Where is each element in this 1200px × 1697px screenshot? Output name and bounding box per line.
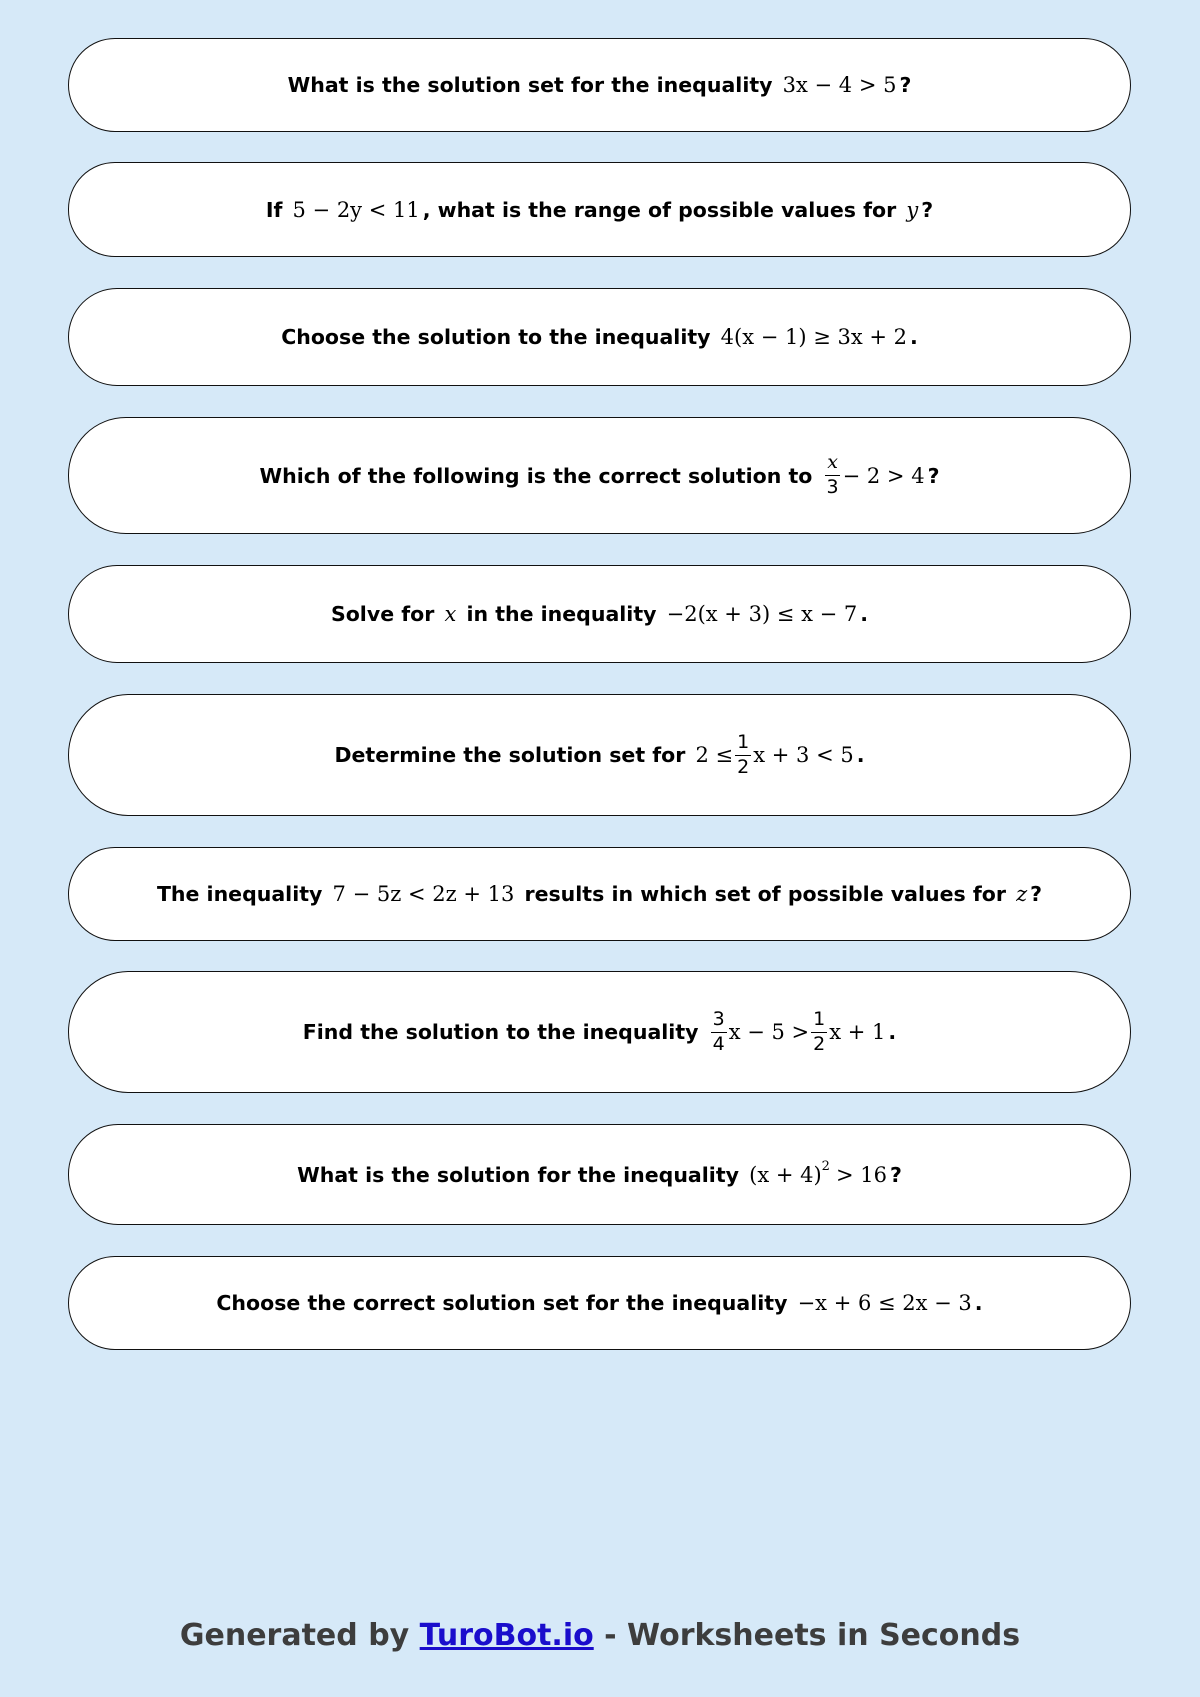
question-card [68, 1256, 1131, 1350]
math-expression: 7 − 5z < 2z + 13 [332, 882, 515, 906]
question-card [68, 38, 1131, 132]
math-rest: x + 3 < 5 [753, 743, 854, 767]
fraction-numerator: x [825, 453, 840, 476]
math-expression: 5 − 2y < 11 [292, 197, 420, 222]
question-prefix: Which of the following is the correct solution to [259, 463, 820, 488]
question-card [68, 971, 1131, 1093]
question-text [288, 73, 912, 97]
question-card [68, 1124, 1131, 1225]
question-text [334, 730, 865, 778]
footer-suffix: - Worksheets in Seconds [593, 1618, 1021, 1653]
math-expression: −x + 6 ≤ 2x − 3 [797, 1291, 972, 1315]
math-prefix: 2 ≤ [695, 743, 734, 767]
fraction-numerator: 1 [811, 1010, 827, 1033]
question-card [68, 847, 1131, 941]
question-prefix: What is the solution for the inequality [297, 1162, 747, 1187]
question-card [68, 565, 1131, 663]
math-base: (x + 4) [749, 1162, 822, 1187]
question-prefix: Solve for [330, 602, 442, 626]
math-variable: x [444, 602, 457, 626]
math-expression [709, 1007, 886, 1055]
math-variable: y [906, 197, 919, 222]
question-suffix: . [974, 1291, 983, 1315]
math-exponent: 2 [821, 1159, 830, 1174]
question-middle: in the inequality [459, 602, 664, 626]
fraction-numerator: 1 [735, 733, 751, 756]
question-suffix: . [888, 1020, 897, 1044]
question-text [216, 1291, 982, 1315]
question-prefix: Choose the solution to the inequality [281, 325, 718, 349]
question-text [157, 882, 1042, 906]
question-card [68, 162, 1131, 257]
question-suffix: ? [899, 73, 912, 97]
question-prefix: What is the solution set for the inequality [287, 73, 780, 97]
question-card [68, 694, 1131, 816]
question-suffix: ? [927, 463, 940, 488]
math-rest: > 16 [835, 1162, 887, 1187]
question-suffix: ? [1030, 882, 1043, 906]
question-prefix: Choose the correct solution set for the inequality [216, 1291, 795, 1315]
math-rest: x − 5 > [728, 1020, 810, 1044]
question-suffix: . [856, 743, 865, 767]
question-text [260, 453, 940, 498]
math-expression: −2(x + 3) ≤ x − 7 [666, 602, 858, 626]
footer [0, 1618, 1200, 1653]
math-expression: 4(x − 1) ≥ 3x + 2 [720, 325, 908, 349]
question-middle: results in which set of possible values for [517, 882, 1014, 906]
fraction [735, 730, 751, 778]
question-text [281, 325, 918, 349]
question-text [266, 198, 933, 222]
question-text [297, 1159, 902, 1187]
fraction-numerator: 3 [711, 1010, 727, 1033]
turobot-link[interactable]: TuroBot.io [419, 1618, 594, 1653]
question-prefix: Find the solution to the inequality [302, 1020, 706, 1044]
math-rest: − 2 > 4 [842, 463, 925, 488]
question-text [331, 602, 868, 626]
fraction-denominator: 3 [826, 476, 839, 498]
question-prefix: Determine the solution set for [334, 743, 693, 767]
question-suffix: . [860, 602, 869, 626]
question-suffix: ? [889, 1162, 902, 1187]
fraction-denominator: 2 [813, 1032, 826, 1055]
math-expression: 3x − 4 > 5 [782, 73, 897, 97]
math-rest: x + 1 [829, 1020, 886, 1044]
fraction [825, 453, 841, 498]
fraction [811, 1007, 827, 1055]
question-suffix: . [910, 325, 918, 349]
question-prefix: If [265, 197, 290, 222]
question-card [68, 288, 1131, 386]
fraction [711, 1007, 727, 1055]
math-expression [695, 730, 854, 778]
question-prefix: The inequality [156, 882, 330, 906]
math-expression [749, 1159, 887, 1187]
math-expression [823, 453, 925, 498]
math-variable: z [1016, 882, 1028, 906]
question-card [68, 417, 1131, 534]
fraction-denominator: 4 [712, 1032, 725, 1055]
footer-prefix: Generated by [179, 1618, 420, 1653]
question-text [302, 1007, 897, 1055]
question-suffix: ? [921, 197, 934, 222]
fraction-denominator: 2 [737, 755, 750, 778]
question-middle: , what is the range of possible values for [422, 197, 904, 222]
